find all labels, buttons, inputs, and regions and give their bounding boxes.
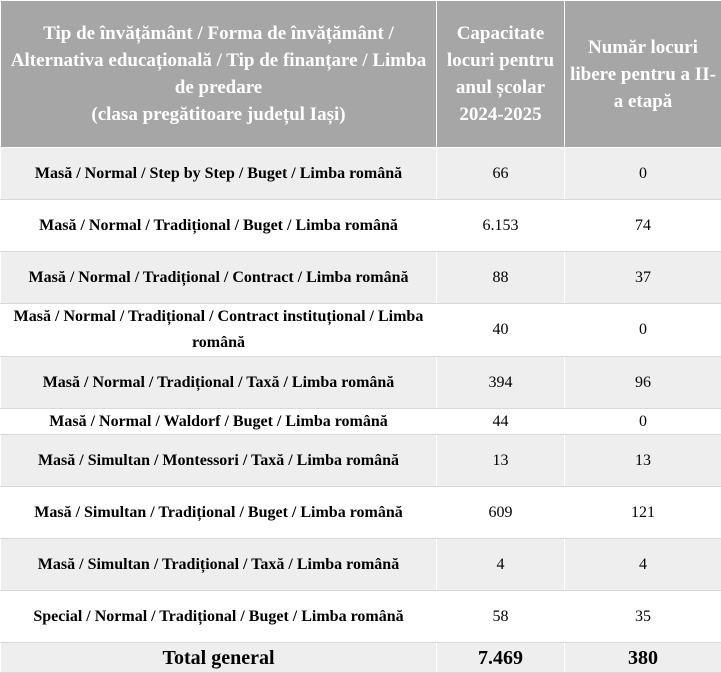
table-row bbox=[1, 200, 721, 252]
row-category: Masă / Simultan / Montessori / Taxă / Limba română bbox=[1, 435, 437, 487]
table-row bbox=[1, 409, 721, 435]
row-category: Masă / Normal / Step by Step / Buget / Limba română bbox=[1, 148, 437, 200]
table-row bbox=[1, 591, 721, 643]
header-category: Tip de învățământ / Forma de învățământ / Alternativa educațională / Tip de finanțare / Limba de predare (clasa pregătitoare județul Iași) bbox=[1, 1, 437, 148]
row-category: Masă / Normal / Tradițional / Taxă / Limba română bbox=[1, 357, 437, 409]
row-free: 0 bbox=[565, 304, 721, 357]
row-category: Masă / Normal / Tradițional / Contract / Limba română bbox=[1, 252, 437, 304]
header-row bbox=[1, 1, 721, 148]
row-capacity: 58 bbox=[437, 591, 565, 643]
row-free: 121 bbox=[565, 487, 721, 539]
row-category: Masă / Simultan / Tradițional / Buget / Limba română bbox=[1, 487, 437, 539]
table-row bbox=[1, 357, 721, 409]
header-capacity: Capacitate locuri pentru anul școlar 2024-2025 bbox=[437, 1, 565, 148]
row-free: 0 bbox=[565, 409, 721, 435]
row-capacity: 4 bbox=[437, 539, 565, 591]
total-free: 380 bbox=[565, 643, 721, 673]
row-free: 96 bbox=[565, 357, 721, 409]
table-row bbox=[1, 435, 721, 487]
row-capacity: 609 bbox=[437, 487, 565, 539]
row-capacity: 13 bbox=[437, 435, 565, 487]
table-row bbox=[1, 304, 721, 357]
row-capacity: 6.153 bbox=[437, 200, 565, 252]
row-capacity: 40 bbox=[437, 304, 565, 357]
row-capacity: 44 bbox=[437, 409, 565, 435]
table-row bbox=[1, 539, 721, 591]
row-capacity: 88 bbox=[437, 252, 565, 304]
row-category: Masă / Simultan / Tradițional / Taxă / Limba română bbox=[1, 539, 437, 591]
row-category: Masă / Normal / Tradițional / Buget / Limba română bbox=[1, 200, 437, 252]
total-label: Total general bbox=[1, 643, 437, 673]
row-capacity: 66 bbox=[437, 148, 565, 200]
row-free: 4 bbox=[565, 539, 721, 591]
table-row bbox=[1, 148, 721, 200]
row-free: 74 bbox=[565, 200, 721, 252]
total-row bbox=[1, 643, 721, 673]
total-capacity: 7.469 bbox=[437, 643, 565, 673]
row-free: 0 bbox=[565, 148, 721, 200]
row-capacity: 394 bbox=[437, 357, 565, 409]
table-row bbox=[1, 487, 721, 539]
header-free-places: Număr locuri libere pentru a II-a etapă bbox=[565, 1, 721, 148]
row-free: 35 bbox=[565, 591, 721, 643]
row-free: 37 bbox=[565, 252, 721, 304]
table-row bbox=[1, 252, 721, 304]
row-category: Masă / Normal / Waldorf / Buget / Limba română bbox=[1, 409, 437, 435]
row-category: Special / Normal / Tradițional / Buget / Limba română bbox=[1, 591, 437, 643]
row-free: 13 bbox=[565, 435, 721, 487]
row-category: Masă / Normal / Tradițional / Contract instituțional / Limba română bbox=[1, 304, 437, 357]
